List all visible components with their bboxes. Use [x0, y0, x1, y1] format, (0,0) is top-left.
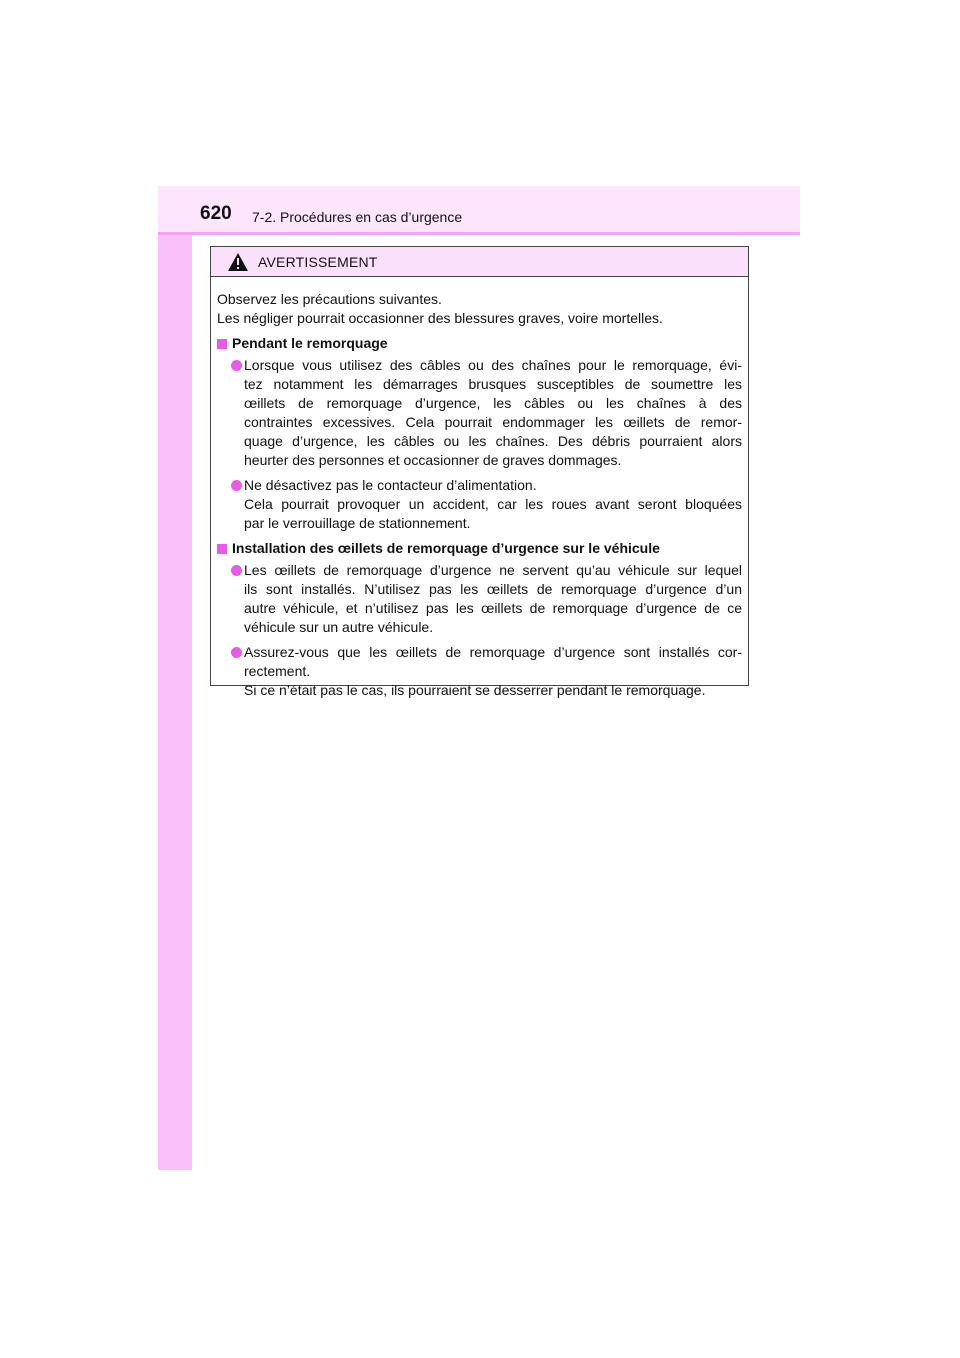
section-heading-text: Installation des œillets de remorquage d’urgence sur le véhicule [232, 540, 660, 556]
square-bullet-icon [217, 339, 227, 349]
warning-triangle-icon [227, 252, 249, 272]
list-item [217, 356, 742, 470]
intro-line: Observez les précautions suivantes. [217, 291, 442, 307]
item-line: Si ce n’était pas le cas, ils pourraient se desserrer pendant le remorquage. [244, 682, 706, 698]
circle-bullet-icon [231, 565, 242, 576]
item-line: autre véhicule, et n’utilisez pas les œillets de remorquage d’urgence de ce [244, 600, 742, 616]
circle-bullet-icon [231, 647, 242, 658]
circle-bullet-icon [231, 360, 242, 371]
warning-label: AVERTISSEMENT [258, 253, 378, 270]
item-line: Lorsque vous utilisez des câbles ou des chaînes pour le remorquage, évi- [244, 357, 742, 373]
warning-intro [217, 290, 742, 328]
square-bullet-icon [217, 544, 227, 554]
section-heading-text: Pendant le remorquage [232, 335, 388, 351]
item-line: Les œillets de remorquage d’urgence ne servent qu’au véhicule sur lequel [244, 562, 742, 578]
item-line: véhicule sur un autre véhicule. [244, 619, 434, 635]
item-line: rectement. [244, 663, 311, 679]
warning-header [211, 247, 748, 277]
item-line: quage d’urgence, les câbles ou les chaînes. Des débris pourraient alors [244, 433, 742, 449]
section-heading [217, 539, 742, 558]
section-title: 7-2. Procédures en cas d’urgence [252, 209, 463, 225]
warning-box [210, 246, 749, 698]
page-number: 620 [200, 203, 232, 224]
side-tab [158, 186, 192, 1170]
intro-line: Les négliger pourrait occasionner des blessures graves, voire mortelles. [217, 310, 663, 326]
list-item [217, 643, 742, 700]
header-rule [158, 232, 800, 235]
list-item [217, 561, 742, 637]
item-line: Ne désactivez pas le contacteur d’alimentation. [244, 477, 537, 493]
item-line: heurter des personnes et occasionner de graves dommages. [244, 452, 622, 468]
warning-body [211, 277, 748, 700]
list-item [217, 476, 742, 533]
item-line: contraintes excessives. Cela pourrait endommager les œillets de remor- [244, 414, 742, 430]
circle-bullet-icon [231, 480, 242, 491]
item-line: tez notamment les démarrages brusques susceptibles de soumettre les [244, 376, 742, 392]
item-line: Cela pourrait provoquer un accident, car les roues avant seront bloquées [244, 496, 742, 512]
item-line: par le verrouillage de stationnement. [244, 515, 471, 531]
item-line: œillets de remorquage d’urgence, les câbles ou les chaînes à des [244, 395, 742, 411]
section-heading [217, 334, 742, 353]
item-line: ils sont installés. N’utilisez pas les œillets de remorquage d’urgence d’un [244, 581, 742, 597]
item-line: Assurez-vous que les œillets de remorquage d’urgence sont installés cor- [244, 644, 742, 660]
